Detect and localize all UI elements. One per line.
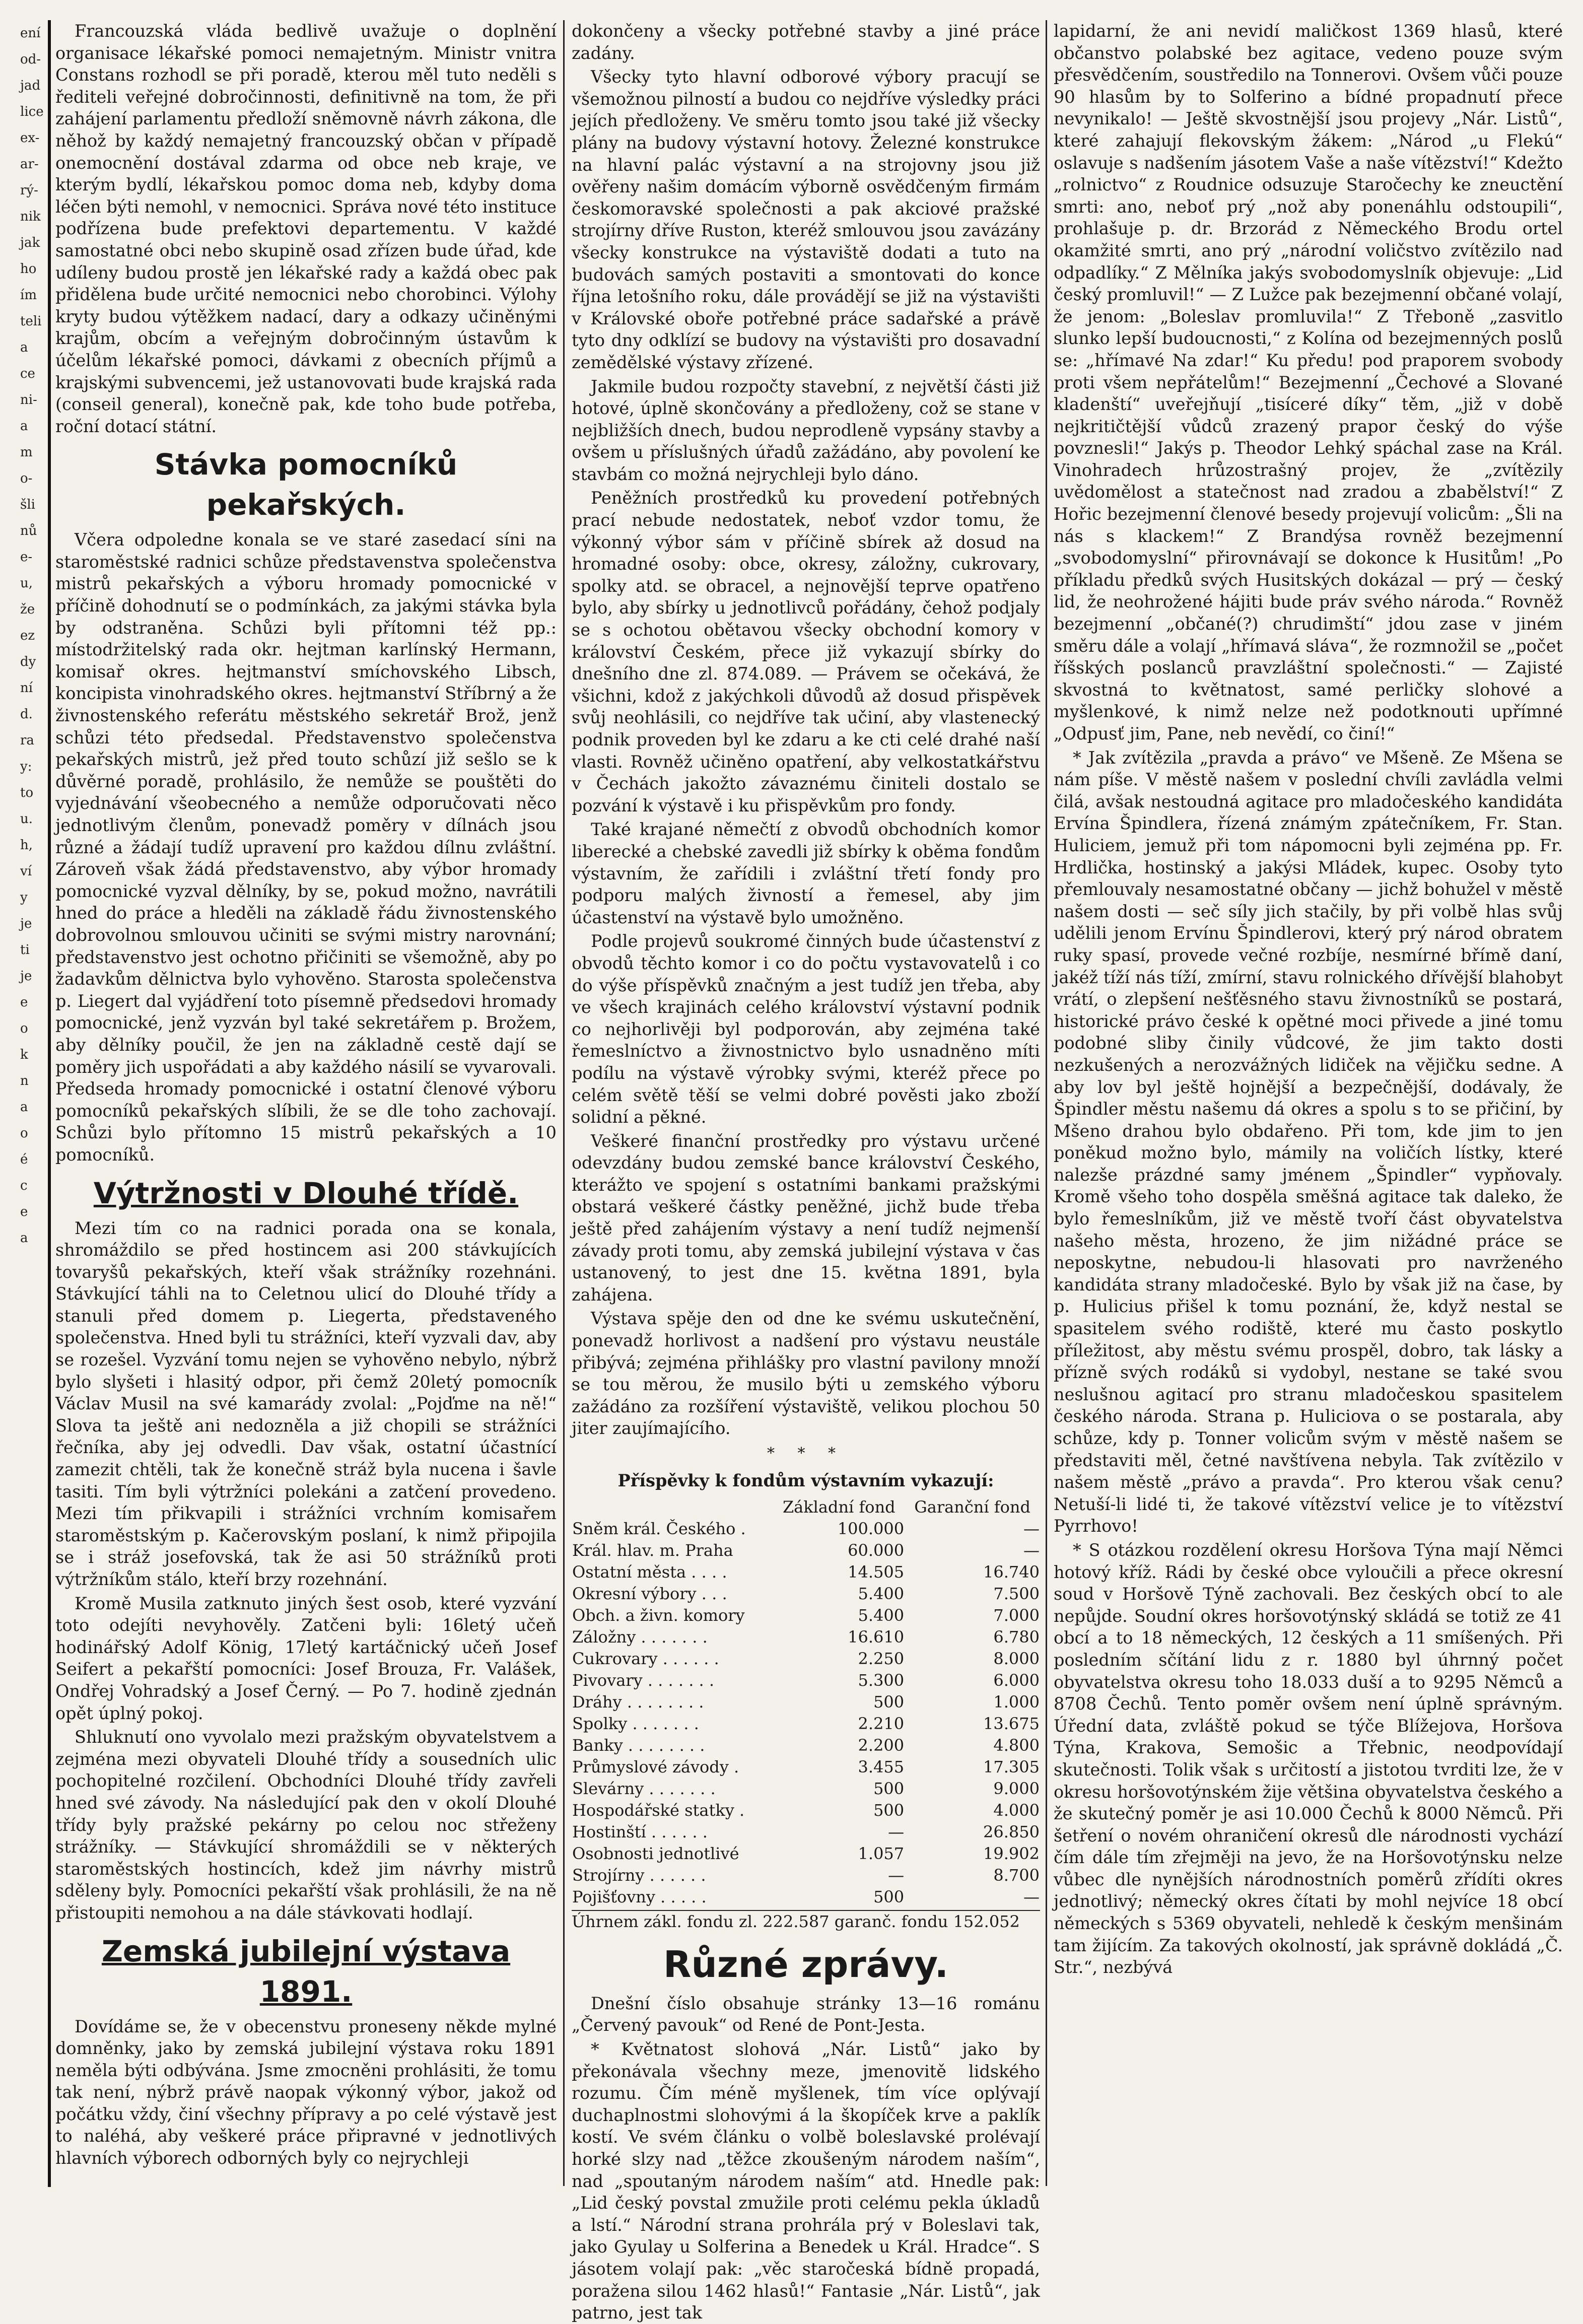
table-cell: Osobnosti jednotlivé (572, 1844, 739, 1864)
margin-fragment: d. (20, 707, 33, 722)
margin-fragment: lice (20, 104, 44, 119)
table-row (572, 1691, 1040, 1713)
margin-fragment: h, (20, 838, 33, 853)
headline-various-news: Různé zprávy. (663, 1943, 948, 1986)
table-row (572, 1865, 1040, 1886)
margin-fragment: ní (20, 680, 33, 696)
table-cell: Ostatní města . . . . (572, 1562, 727, 1582)
article-exhibition-paragraph: Také krajané němečtí z obvodů obchodních komor liberecké a chebské zavedli již sbírky k oběma fondům výstavním, že zařídili i zvláštní třetí fondy pro podporu malých živností a řemesel, aby jim účastenství na výstavě bylo umožněno. (572, 819, 1040, 927)
article-french-medical-aid: Francouzská vláda bedlivě uvažuje o doplnění organisace lékařské pomoci nemajetným. Ministr vnitra Constans rozhodl se při poradě, kterou měl tuto neděli s řediteli veřejné dobročinnosti, definitivně na tom, že při zahájení parlamentu předloží sněmovně návrh zákona, dle něhož by každý nemajetný francouzský občan v případě onemocnění dostával zdarma od obce neb kraje, ve kterým bydlí, lékařskou pomoc doma neb, kdyby doma léčen býti nemohl, v nemocnici. Správa nové této instituce podřízena bude prefektovi departementu. V každé samostatné obci nebo skupině osad zřízen bude úřad, kde udíleny budou prostě jen lékařské rady a každá obec pak přidělena bude určité nemocnici nebo chorobinci. Výlohy kryty budou výtěžkem nadací, dary a odkazy učiněnými krajům, obcím a veřejným dobročinným ústavům k účelům lékařské pomoci, dávkami z obecních příjmů a krajskými subvencemi, jež ustanovovati bude krajská rada (conseil general), konečně pak, kde toho bude potřeba, roční dotací státní. (55, 21, 557, 436)
margin-fragment: jad (20, 78, 41, 93)
table-row (572, 1518, 1040, 1540)
table-row (572, 1583, 1040, 1605)
margin-fragment: je (20, 969, 32, 984)
margin-fragment: a (20, 1100, 28, 1115)
margin-fragment: é (20, 1152, 28, 1167)
margin-fragment: u. (20, 811, 33, 827)
table-cell: 16.610 (848, 1627, 905, 1647)
margin-fragment: ho (20, 261, 37, 277)
margin-fragment: ar- (20, 157, 39, 172)
table-cell: 7.000 (993, 1606, 1040, 1625)
article-exhibition-paragraph: Podle projevů soukromé činných bude účastenství z obvodů těchto komor i co do počtu vystavovatelů i co do výše příspěvků značným a jest tudíž jen třeba, aby ve všech krajinách celého království výstavní podnik co nejhorlivěji byl podporován, aby zejména také řemeslníctvo a živnostnictvo bylo usnadněno míti podílu na výstavě výrobky svými, kteréž přece po celém světě těší se velmi dobré pověsti jako zboží solidní a pěkné. (572, 931, 1040, 1127)
table-total: Úhrnem zákl. fondu zl. 222.587 garanč. fondu 152.052 (572, 1910, 1040, 1933)
table-cell: Král. hlav. m. Praha (572, 1541, 733, 1560)
table-cell: Záložny . . . . . . . (572, 1627, 708, 1647)
table-cell: 1.000 (993, 1692, 1040, 1712)
margin-fragment: jak (20, 235, 40, 250)
headline-bakers-strike: Stávka pomocníků pekařských. (154, 447, 458, 522)
margin-fragment: k (20, 1047, 28, 1062)
table-row (572, 1886, 1040, 1908)
article-exhibition-paragraph: Výstava spěje den od dne ke svému uskutečnění, ponevadž horlivost a nadšení pro výstavu neustále přibývá; zejména přihlášky pro vlastní pavilony množí se tou měrou, že musilo býti u zemského výboru zažádáno za rozšíření výstaviště, velikou plochou 50 jiter zaujímajícího. (572, 1309, 1040, 1439)
margin-fragment: m (20, 445, 33, 460)
news-item: Dnešní číslo obsahuje stránky 13—16 románu „Červený pavouk“ od René de Pont-Jesta. (572, 1993, 1040, 2035)
table-cell: Obch. a živn. komory (572, 1606, 745, 1625)
table-cell: Banky . . . . . . . . (572, 1736, 705, 1755)
article-exhibition-paragraph: Dovídáme se, že v obecenstvu proneseny někde mylné domněnky, jako by zemská jubilejní výstava roku 1891 neměla býti odbývána. Jsme zmocněni prohlásiti, že tomu tak není, nýbrž právě naopak výkonný výbor, jakož od počátku vždy, činí všechny přípravy a po celé výstavě jest to naléhá, aby veškeré práce připravné v jednotlivých hlavních výborech odborných byly co nejrychleji (55, 2016, 557, 2168)
table-row (572, 1800, 1040, 1821)
table-cell: 8.700 (993, 1866, 1040, 1885)
column-3 (1054, 20, 1563, 2186)
margin-fragment: c (20, 1178, 28, 1193)
margin-fragment: ez (20, 628, 35, 643)
table-cell: 2.250 (858, 1649, 905, 1669)
table-cell: 5.300 (858, 1671, 905, 1690)
table-cell: 9.000 (993, 1779, 1040, 1799)
table-cell: 14.505 (848, 1562, 905, 1582)
margin-fragment: šli (20, 497, 35, 512)
margin-fragment: a (20, 419, 28, 434)
table-cell: 17.305 (983, 1757, 1040, 1777)
headline-jubilee-exhibition: Zemská jubilejní výstava 1891. (101, 1934, 511, 2009)
margin-fragment: nů (20, 523, 37, 538)
table-row (572, 1843, 1040, 1865)
column-rule (1046, 20, 1047, 2186)
table-row (572, 1670, 1040, 1691)
article-exhibition-paragraph: Jakmile budou rozpočty stavební, z největší části již hotové, úplně skončovány a předloženy, což se stane v nejbližších dnech, budou neprodleně vypsány stavby a ovšem u příslušných úřadů zažádáno, aby povolení ke stavbám co možná nejrychleji bylo dáno. (572, 376, 1040, 484)
table-cell: 8.000 (993, 1649, 1040, 1669)
table-cell: 4.800 (993, 1736, 1040, 1755)
article-riots-paragraph: Kromě Musila zatknuto jiných šest osob, které vyzvání toto odejíti nevyhověly. Zatčeni byli: 16letý učeň hodinářský Adolf König, 17letý kartáčnický učeň Josef Seifert a pekařští pomocníci: Josef Brouza, Fr. Valášek, Ondřej Vohradský a Josef Černý. — Po 7. hodině zjednán opět úplný pokoj. (55, 1593, 557, 1723)
table-cell: 26.850 (983, 1822, 1040, 1842)
table-cell: — (1023, 1887, 1040, 1907)
table-cell: 3.455 (858, 1757, 905, 1777)
news-item: * Jak zvítězila „pravda a právo“ ve Mšeně. Ze Mšena se nám píše. V městě našem v poslední chvíli zavládla velmi čilá, avšak nestoudná agitace pro mladočeského kandidáta Ervína Špindlera, řízená známým zpátečníkem, Fr. Stan. Huliciem, jemuž při tom nápomocni byli zejména pp. Fr. Hrdlička, hostinský a jakýsi Mládek, kupec. Osoby tyto přemlouvaly nesamostatné občany — jichž bohužel v městě našem dosti — seč síly jich stačily, by při volbě hlas svůj udělili jenom Ervínu Špindlerovi, který prý národ obratem ruky spasí, provede večné rozbíje, nesmírné břímě daní, jakéž tíží nás tíží, zmírní, stavu rolnického dřívější blahobyt vrátí, o zlepšení nešťěsného stavu živnostníků se postará, historické právo české k opětné moci přivede a jiné tomu podobné sliby činily vůdcové, že jim takto dosti nezkušených a nerozvážných lidiček na vějičku sedne. A aby lov byl ještě hojnější a bezpečnější, dodávaly, že Špindler městu našemu dá okres a spolu s to se přičiní, by Mšeno drahou bylo obdařeno. Při tom, kde jim to jen poněkud možno bylo, mámily na voličích lístky, které nalezše prázdné samy jménem „Špindler“ vypňovaly. Kromě všeho toho dospěla směšná agitace tak daleko, že bylo řemeslníkům, již ve městě tvoří část obyvatelstva našeho města, hrozeno, že jim nižádné práce se neposkytne, nebudou-li hlasovati pro navrženého kandidáta strany mladočeské. Bylo by však již na čase, by p. Hulicius přišel k tomu poznání, že, když nestal se spasitelem svého rodiště, které mu často poskytlo příležitost, aby městu svému prospěl, dobro, tak lásky a přízně svých rodáků si vydobyl, nestane se také svou neslušnou agitací pro stranu mladočeskou spasitelem českého národa. Strana p. Huliciova o se postarala, aby schůze, kdy p. Tonner volicům svým v městě našem se představiti měl, četné navštívena nebyla. Tak zvítězilo v našem městě „právo a pravda“. Pro kterou však cenu? Netuší-li lidé ti, že takové vítězství velice je to vítězství Pyrrhovo! (1054, 747, 1563, 1536)
table-row (572, 1821, 1040, 1843)
article-exhibition-paragraph: Peněžních prostředků ku provedení potřebných prací nebude nedostatek, neboť vzdor tomu, že výkonný výbor sám v příčině sbírek až dosud na hromadné osoby: obce, okresy, záložny, cukrovary, spolky atd. se obracel, a nejnovější teprve opatřeno bylo, aby sbírky u jednotlivců pořádány, čehož podjaly se s ochotou obětavou všecky obchodní komory v království Českém, přece již vykazují sbírky do dnešního dne zl. 874.089. — Právem se očekává, že všichni, kdož z jakýchkoli důvodů až dosud přispěvek svůj neohlásili, co nejdříve tak učiní, aby vlastenecký podnik proveden byl ke zdaru a ke cti celé drahé naší vlasti. Rovněž učiněno opatření, aby velkostatkářstvu v Čechách jakožto závaznému činiteli dostalo se pozvání k výstavě i ku přispěvkům pro fondy. (572, 488, 1040, 815)
table-cell: Průmyslové závody . (572, 1757, 739, 1777)
table-row (572, 1626, 1040, 1648)
table-cell: 6.000 (993, 1671, 1040, 1690)
table-header (572, 1496, 773, 1518)
column-rule (563, 20, 565, 2186)
table-row (572, 1756, 1040, 1778)
table-cell: 500 (873, 1779, 905, 1799)
margin-fragment: ení (20, 26, 41, 41)
table-cell: 60.000 (848, 1541, 905, 1560)
article-exhibition-paragraph: Všecky tyto hlavní odborové výbory pracují se všemožnou pilností a budou co nejdříve výsledky práci jejích předloženy. Ve směru tomto jsou také již všecky plány na budovy výstavní hotovy. Železné konstrukce na hlavní palác výstavní a na strojovny jsou již ověřeny našim domácím výborně osvědčeným firmám českomoravské společnosti a pak akciové pražské strojírny dříve Ruston, kteréž smlouvou jsou zavázány všecky konstrukce na výstaviště dodati a tuto na budovách samých postaviti a smontovati do konce října letošního roku, dále provádějí se již na výstavišti v Královské oboře potřebné práce sadařské a právě tyto dny odklízí se budovy na výstavišti pro dosavadní zemědělské výstavy zřízené. (572, 67, 1040, 372)
margin-fragment: to (20, 785, 34, 800)
table-row (572, 1605, 1040, 1626)
headline-riots-dlouha: Výtržnosti v Dlouhé třídě. (93, 1176, 519, 1210)
column-1 (55, 20, 557, 2186)
column-2 (572, 20, 1040, 2323)
margin-fragment: je (20, 916, 32, 931)
table-cell: Okresní výbory . . . (572, 1584, 727, 1604)
table-cell: — (1023, 1519, 1040, 1539)
margin-fragment: u, (20, 576, 33, 591)
table-row (572, 1735, 1040, 1756)
table-title: Příspěvky k fondům výstavním vykazují: (617, 1470, 994, 1490)
table-cell: — (888, 1822, 905, 1842)
article-exhibition-paragraph: dokončeny a všecky potřebné stavby a jiné práce zadány. (572, 21, 1040, 63)
table-cell: 7.500 (993, 1584, 1040, 1604)
table-cell: Pojišťovny . . . . . (572, 1887, 707, 1907)
margin-fragment: rý- (20, 183, 38, 198)
table-cell: 2.210 (858, 1714, 905, 1734)
table-cell: Hospodářské statky . (572, 1801, 745, 1820)
margin-fragment: ni- (20, 392, 37, 407)
margin-fragment: ví (20, 864, 32, 879)
news-item: lapidarní, že ani nevidí maličkost 1369 hlasů, které občanstvo polabské bez agitace, vedeno pouze svým přesvědčením, soustředilo na Tonnerovi. Ovšem vůči pouze 90 hlasům by to Solferino a bídné propadnutí přece nevynikalo! — Ještě skvostnější jsou projevy „Nár. Listů“, které zahajují flekovským žákem: „Národ „u Flekú“ oslavuje s nadšením jásotem Vaše a naše vítězství!“ Kdežto „rolnictvo“ z Roudnice odsuzuje Staročechy ke zneuctění smrti: ano, neboť prý „nož aby ponenáhlu odstoupili“, prohlašuje p. dr. Brzorád z Německého Brodu ortel okamžité smrti, ano prý „národní voličstvo zvítězilo nad odpadlíky.“ Z Mělníka jakýs svobodomyslník objevuje: „Lid český promluvil!“ — Z Lužce pak bezejmenní občané volají, že jenom: „Boleslav promluvila!“ Z Třeboně „zasvitlo slunko lepší budoucnosti,“ z Kolína od bezejmenných poslů se: „hřímavé Na zdar!“ Ku předu! pod praporem svobody proti všem nepřátelům!“ Bezejmenní „Čechové a Slované kladenští“ uveřejňují „tisíceré díky“ těm, „již v době nejkritičtější vůdců zrazený prapor český do výše povznesli!“ Jakýs p. Theodor Lehký spáchal zase na Král. Vinohradech hrůzostrašný projev, že „zvítězily uvědomělost a statečnost nad zradou a zbabělství!“ Z Hořic bezejmenní členové besedy projevují volicům: „Šli na nás s klackem!“ Z Brandýsa rovněž bezejmenní „svobodomyslní“ přirovnávají se dokonce k Husitům! „Po příkladu předků svých Husitských dokázal — prý — český lid, že neohrožené hájiti bude práv svého národa.“ Rovněž bezejmenní „občané(?) chrudimští“ jdou zase v jiném směru dále a volají „hřímavá sláva“, že rozmnožil se „počet říšských poslanců pravzláštní společnosti.“ — Zajisté skvostná to květnatost, samé perličky slohové a myšlenkové, k nimž nelze než podotknouti upřímné „Odpusť jim, Pane, neb nevědí, co činí!“ (1054, 21, 1563, 743)
table-row (572, 1648, 1040, 1670)
margin-fragment: y (20, 890, 28, 905)
margin-fragment: ím (20, 288, 37, 303)
adjacent-page-edge (20, 20, 51, 2187)
margin-fragment: ex- (20, 130, 40, 146)
margin-fragment: y: (20, 759, 32, 774)
article-riots-paragraph: Mezi tím co na radnici porada ona se konala, shromáždilo se před hostincem asi 200 stávkujících tovaryšů pekařských, kteří však strážníky rozehnáni. Stávkující táhli na to Celetnou ulicí do Dlouhé třídy a stanuli před domem p. Liegerta, představeného společenstva. Hned byli tu strážníci, kteří vyzvali dav, aby se rozešel. Vyzvání tomu nejen se vyhověno nebylo, nýbrž bylo slyšeti i hlasitý odpor, při čemž 20letý pomocník Václav Musil na své kamarády zvolal: „Pojďme na ně!“ Slova ta ještě ani nedozněla a již chopili se strážníci řečníka, aby jej odvedli. Dav však, ostatní účastnící zamezit chtěli, tak že konečně stráž byla nucena i šavle tasiti. Tím byli výtržníci polekáni a zatčení provedeno. Mezi tím přikvapili i strážníci vrchním komisařem staroměstským p. Kačerovským poslaní, k nimž připojila se i stráž josefovská, tak že asi 50 strážníků proti výtržníkům stálo, kteří brzy rozehnání. (55, 1218, 557, 1589)
news-item: * Květnatost slohová „Nár. Listů“ jako by překonávala všechny meze, jmenovitě lidského rozumu. Čím méně myšlenek, tím více oplývají duchaplnostmi slohovými á la škopíček krve a paklík kostí. Ve svém článku o volbě boleslavské prolévají horké slzy nad „těžce zkoušeným národem naším“, nad „spoutaným národem naším“ atd. Hnedle pak: „Lid český povstal zmužile proti celému pekla úkladů a lstí.“ Národní strana prohrála prý v Boleslavi tak, jako Gyulay u Solferina a Benedek u Král. Hradce“. S jásotem volají pak: „věc staročeská bídně propadá, poražena silou 1462 hlasů!“ Fantasie „Nár. Listů“, jak patrno, jest tak (572, 2039, 1040, 2323)
table-cell: 500 (873, 1801, 905, 1820)
table-cell: 13.675 (983, 1714, 1040, 1734)
table-header: Základní fond (782, 1497, 896, 1517)
table-row (572, 1540, 1040, 1561)
table-cell: 2.200 (858, 1736, 905, 1755)
margin-fragment: ce (20, 366, 35, 381)
margin-fragment: o (20, 1126, 28, 1141)
news-item: * S otázkou rozdělení okresu Horšova Týna mají Němci hotový kříž. Rádi by české obce vyloučili a přece okresní soud v Horšově Týně zachovali. Bez českých obcí to ale nepůjde. Soudní okres horšovotýnský skládá se totiž ze 41 obcí a to 18 německých, 12 českých a 11 smíšených. Při posledním sčítání lidu z r. 1880 byl úhrnný počet obyvatelstva okresu toho 18.033 duší a to 9295 Němců a 8708 Čechů. Tento poměr ovšem není úplně správným. Úřední data, zvláště pokud se týče Blížejova, Horšova Týna, Krakova, Semošic a Třebnic, neodpovídají skutečnosti. Tolik však s určitostí a jistotou tvrditi lze, že v okresu horšovotýnském žije většina obyvatelstva českého a že skutečný poměr je asi 10.000 Čechů k 8000 Němců. Při šetření o novém ohraničení okresů dle národnosti vychází čím dále tím zřejměji na jevo, že na Horšovotýnsku nelze vůbec dle nynějších národnostních poměrů zřídíti okres jednotlivý; německý okres čítati by mohl nejvíce 18 obcí německých s 5369 obyvateli, nehledě k českým menšinám tam žijícím. Za takových okolností, jak správně dokládá „Č. Str.“, nezbývá (1054, 1540, 1563, 1977)
table-cell: 100.000 (837, 1519, 905, 1539)
margin-fragment: nik (20, 209, 41, 224)
table-cell: 5.400 (858, 1584, 905, 1604)
margin-fragment: e (20, 995, 28, 1010)
article-riots-paragraph: Shluknutí ono vyvolalo mezi pražským obyvatelstvem a zejména mezi obyvateli Dlouhé třídy a sousedních ulic pochopitelné rozčilení. Obchodníci Dlouhé třídy zavřeli hned své závody. Na následující pak den v okolí Dlouhé třídy byly pražské pekárny po celou noc střeženy strážníky. — Stávkující shromáždili se v některých staroměstských hostincích, kdež jim návrhy mistrů sděleny byly. Pomocníci pekařští však prohlásili, že na ně přistoupiti nemohou a na dále stávkovati hodlají. (55, 1727, 557, 1923)
table-cell: 19.902 (983, 1844, 1040, 1864)
margin-fragment: n (20, 1073, 29, 1088)
table-cell: — (1023, 1541, 1040, 1560)
margin-fragment: e (20, 1204, 28, 1219)
margin-fragment: že (20, 602, 35, 617)
table-cell: 500 (873, 1887, 905, 1907)
table-cell: Dráhy . . . . . . . . (572, 1692, 704, 1712)
article-exhibition-paragraph: Veškeré finanční prostředky pro výstavu určené odevzdány budou zemské bance království Českého, kterážto ve spojení s ostatními bankami pražskými obstará veškeré částky peněžné, jichž bude třeba ještě před zahájením výstavy a není tudíž nejmenší závady proti tomu, aby zemská jubilejní výstava v čas ustanovený, to jest dne 15. května 1891, byla zahájena. (572, 1131, 1040, 1305)
table-header: Garanční fond (914, 1497, 1030, 1517)
table-cell: Strojírny . . . . . . (572, 1866, 706, 1885)
section-divider: * * * (767, 1445, 845, 1462)
margin-fragment: a (20, 1231, 28, 1246)
fund-contributions-table (572, 1496, 1040, 1908)
margin-fragment: dy (20, 654, 36, 669)
table-cell: Sněm král. Českého . (572, 1519, 746, 1539)
margin-fragment: ti (20, 942, 30, 958)
table-cell: 500 (873, 1692, 905, 1712)
table-cell: 4.000 (993, 1801, 1040, 1820)
margin-fragment: o- (20, 471, 33, 486)
table-row (572, 1561, 1040, 1583)
margin-fragment: o (20, 1021, 28, 1036)
table-cell: 1.057 (858, 1844, 905, 1864)
margin-fragment: ra (20, 733, 34, 748)
table-cell: Pivovary . . . . . . . (572, 1671, 715, 1690)
margin-fragment: teli (20, 314, 42, 329)
table-cell: Hostinští . . . . . . (572, 1822, 708, 1842)
table-cell: Cukrovary . . . . . . (572, 1649, 719, 1669)
newspaper-page (20, 20, 1563, 2323)
margin-fragment: od- (20, 52, 41, 67)
table-row (572, 1778, 1040, 1800)
table-cell: Slevárny . . . . . . . (572, 1779, 716, 1799)
article-bakers-strike: Včera odpoledne konala se ve staré zasedací síni na staroměstské radnici schůze představenstva společenstva mistrů pekařských a výboru hromady pomocnické v příčině dohodnutí se o podmínkách, za jakými stávka byla by odstraněna. Schůzi byli přítomni též pp.: místodržitelský rada okr. hejtman karlínský Hermann, komisař okres. hejtmanství smíchovského Libsch, koncipista vinohradského okres. hejtmanství Stříbrný a že živnostenského referátu městského sekretář Brož, jenž schůzi této předsedal. Představenstvo společenstva pekařských mistrů, jež před touto schůzí již sešlo se k důvěrné poradě, prohlásilo, že nemůže se pouštěti do vyjednávání všeobecného a nemůže odporučovati něco jednotlivým členům, ponevadž poměry v dílnách jsou různé a žádají tudíž upravení pro každou dílnu zvláštní. Zároveň však žádá představenstvo, aby výbor hromady pomocnické vyzval dělníky, by se, pokud možno, navrátili hned do práce a hleděli na základě řádu živnostenského dobrovolnou smlouvou učiniti se svými mistry narovnání; představenstvo jest ochotno přičiniti se všemožně, aby po žadavkům dělnictva bylo vyhověno. Starosta společenstva p. Liegert dal vyjádření toto písemně předsedovi hromady pomocnické, jenž vyzván byl také sekretářem p. Brožem, aby dělníky poučil, že jen na základně cestě dají se poměry jich uspořádati a aby každého násilí se vyvarovali. Předseda hromady pomocnické i ostatní členové výboru pomocníků pekařských slíbili, že se dle toho zachovají. Schůzi bylo přítomno 15 mistrů pekařských a 10 pomocníků. (55, 530, 557, 1165)
table-cell: 16.740 (983, 1562, 1040, 1582)
table-row (572, 1713, 1040, 1735)
margin-fragment: e- (20, 550, 33, 565)
table-cell: Spolky . . . . . . . (572, 1714, 699, 1734)
table-cell: 6.780 (993, 1627, 1040, 1647)
table-cell: 5.400 (858, 1606, 905, 1625)
margin-fragment: a (20, 340, 28, 355)
table-cell: — (888, 1866, 905, 1885)
